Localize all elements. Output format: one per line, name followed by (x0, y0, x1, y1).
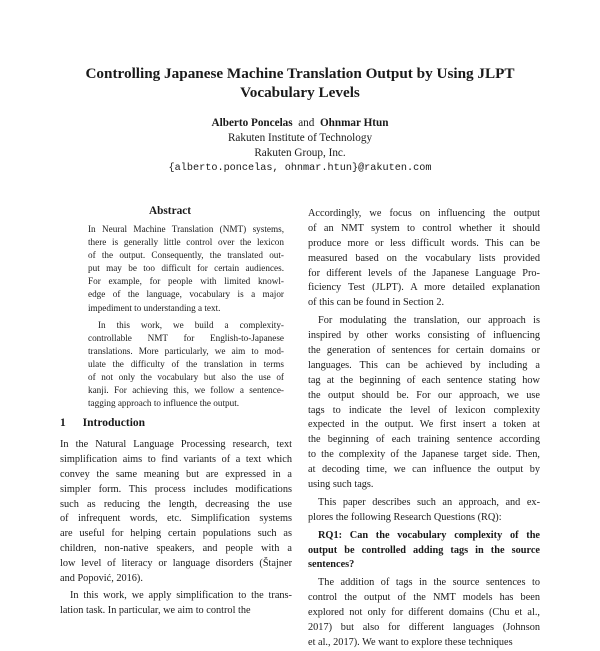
section-number: 1 (60, 417, 66, 429)
text-line: low level of literacy or language disorders (Štajner (60, 558, 292, 570)
text-line: convey the same meaning but are expressed in a (60, 468, 292, 480)
affiliation-1: Rakuten Institute of Technology (227, 132, 373, 144)
text-line: expected in the output. We first insert a token at (308, 419, 540, 431)
text-line: children, non-native speakers, and people with a (60, 543, 292, 555)
text-line: 2017) but also for different languages (Johnson (308, 622, 540, 634)
text-line: produce more or less difficult words. This can be (308, 237, 540, 249)
text-line: impediment to understanding a text. (88, 302, 221, 313)
right-column (308, 207, 540, 651)
text-line: ficiency Test (JLPT). A more detailed explanation (308, 282, 540, 294)
text-line: RQ1: Can the vocabulary complexity of the (318, 529, 540, 541)
text-line: inspired by other works consisting of influencing (308, 330, 540, 342)
text-line: In this work, we apply simplification to the trans- (70, 589, 292, 601)
text-line: tags to indicate the level of lexicon complexity (308, 404, 540, 416)
text-line: lation task. In particular, we aim to control the (60, 604, 251, 616)
abstract-heading: Abstract (148, 205, 192, 217)
text-line: tagging approach to influence the output. (88, 398, 240, 409)
text-line: of an NMT system to control whether it should (308, 222, 540, 234)
author-email: {alberto.poncelas, ohnmar.htun}@rakuten.com (168, 163, 432, 174)
text-line: For example, for people with limited knowl- (88, 276, 284, 287)
text-line: sentences? (308, 559, 355, 571)
author-and: and (298, 117, 315, 129)
text-line: translations. More particularly, we aim to mod- (88, 345, 284, 356)
text-line: Accordingly, we focus on influencing the output (308, 208, 540, 219)
text-line: kanji. For achieving this, we follow a sentence- (88, 385, 284, 396)
text-line: edge of the language, vocabulary is a major (88, 289, 284, 300)
text-line: put may be too difficult for certain audiences. (88, 263, 284, 274)
intro-paragraph-2 (60, 589, 292, 619)
text-line: and Popović, 2016). (60, 573, 143, 585)
text-line: In Neural Machine Translation (NMT) systems, (88, 224, 284, 234)
title-line-2: Vocabulary Levels (240, 84, 360, 101)
text-line: of this can be found in Section 2. (308, 297, 445, 309)
text-line: for different levels of the Japanese Language Pro- (308, 267, 540, 279)
research-question-1 (308, 529, 540, 574)
right-paragraph-3 (308, 496, 540, 526)
author-1: Alberto Poncelas (211, 117, 293, 129)
text-line: For modulating the translation, our approach is (318, 315, 540, 327)
right-paragraph-4 (308, 576, 540, 650)
text-line: at decoding time, we can influence the output by (308, 464, 540, 476)
text-line: the output should be. For our approach, we use (308, 389, 540, 401)
text-line: to the complexity of the Japanese target side. Then, (308, 449, 540, 461)
text-line: control the output of the NMT models has been (308, 592, 540, 604)
text-line: there is generally little control over the lexicon (88, 237, 284, 248)
text-line: This paper describes such an approach, and ex- (318, 496, 540, 508)
text-line: the generation of sentences for certain domains or (308, 345, 540, 357)
text-line: controllable NMT for English-to-Japanese (88, 332, 284, 343)
right-paragraph-1 (308, 207, 540, 311)
text-line: tag at the beginning of each sentence stating how (308, 374, 540, 386)
paper-title (40, 64, 560, 102)
text-line: output be controlled adding tags in the source (308, 544, 540, 556)
affiliation-2: Rakuten Group, Inc. (254, 147, 346, 159)
intro-paragraph-1 (60, 438, 292, 587)
section-title: Introduction (82, 417, 146, 429)
text-line: In the Natural Language Processing research, text (60, 439, 292, 450)
text-line: measured based on the vocabulary lists provided (308, 252, 540, 264)
text-line: explored not only for different domains (Chu et al., (308, 607, 540, 619)
text-line: using such tags. (308, 479, 374, 491)
text-line: of not only the vocabulary but also the use of (88, 372, 284, 383)
text-line: simplification aims to find variants of a text which (60, 453, 292, 465)
text-line: of the output. Consequently, the translated out- (88, 250, 284, 261)
author-2: Ohnmar Htun (319, 117, 389, 129)
section-heading-introduction (60, 417, 145, 429)
text-line: such as reducing the length, decreasing the use (60, 498, 292, 510)
text-line: languages. This can be achieved by including a (308, 359, 540, 371)
text-line: are useful for helping certain populations such as (60, 528, 292, 540)
title-line-1: Controlling Japanese Machine Translation Output by Using JLPT (85, 65, 515, 82)
abstract-body (88, 223, 284, 410)
text-line: ulate the difficulty of the translation in terms (88, 358, 284, 369)
right-paragraph-2 (308, 314, 540, 493)
text-line: simpler form. This process includes modifications (60, 483, 292, 495)
text-line: et al., 2017). We want to explore these techniques (308, 636, 513, 648)
text-line: the beginning of each training sentence according (308, 434, 540, 446)
abstract-paragraph-1 (88, 223, 284, 315)
text-line: plores the following Research Questions (RQ): (308, 511, 502, 523)
intro-column (60, 438, 292, 619)
abstract-paragraph-2 (88, 319, 284, 411)
text-line: The addition of tags in the source sentences to (318, 577, 540, 589)
text-line: In this work, we build a complexity- (98, 319, 284, 330)
text-line: of infrequent words, etc. Simplification systems (60, 513, 292, 525)
author-line (40, 116, 560, 131)
